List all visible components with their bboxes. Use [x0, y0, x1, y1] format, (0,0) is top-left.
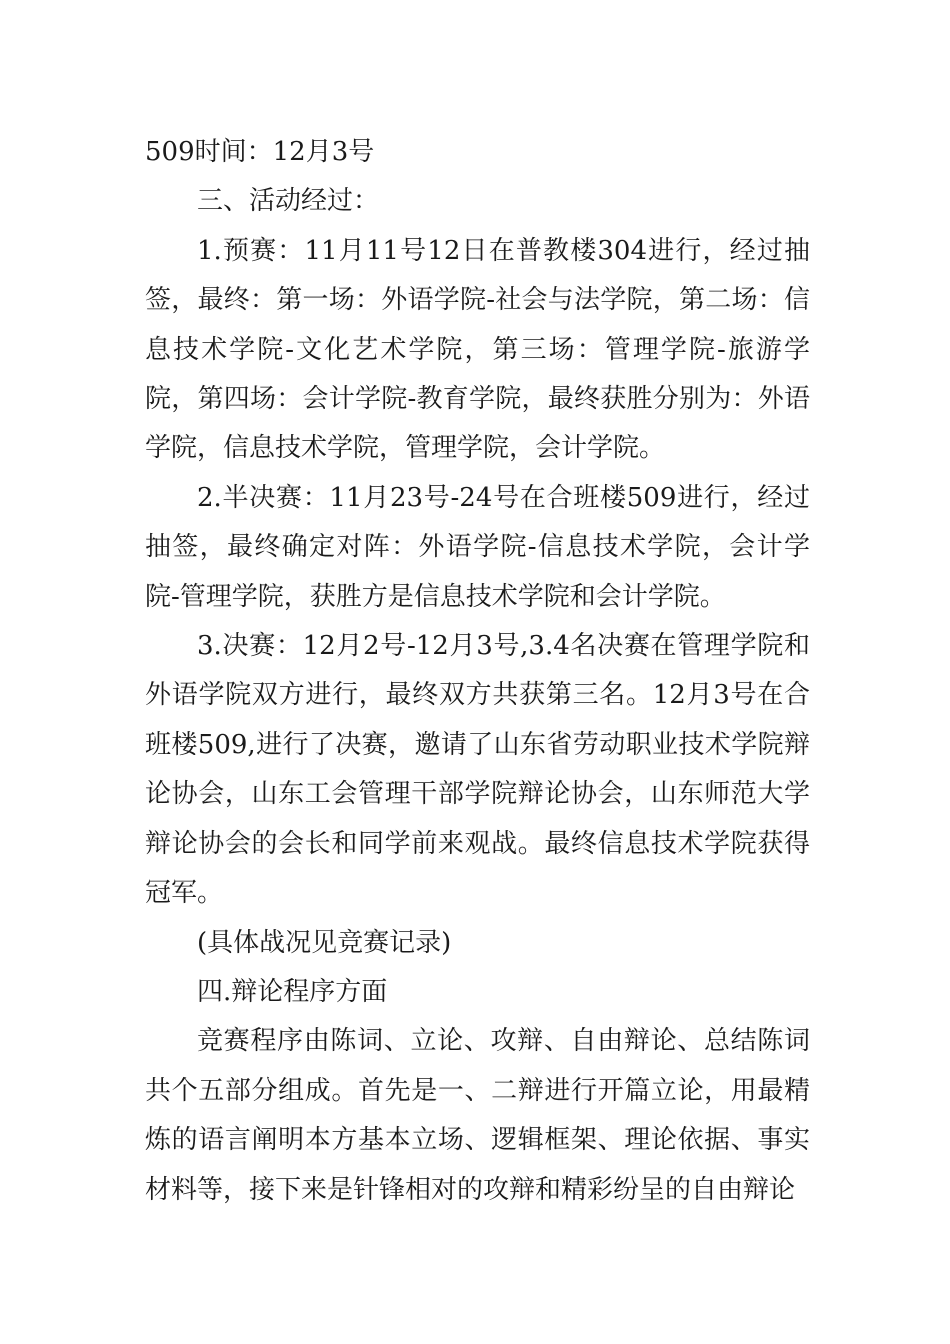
section-heading-debate-procedure: 四.辩论程序方面 [197, 976, 388, 1007]
section-heading-activity-process: 三、活动经过： [197, 186, 380, 217]
document-body [145, 128, 810, 1215]
paragraph-date-line: 509时间：12月3号 [145, 137, 375, 167]
paragraph-procedure: 竞赛程序由陈词、立论、攻辩、自由辩论、总结陈词共个五部分组成。首先是一、二辩进行开篇立论，用最精炼的语言阐明本方基本立场、逻辑框架、理论依据、事实材料等，接下来是针锋相对的攻辩和精彩纷呈的自由辩论 [145, 1026, 810, 1205]
paragraph-final: 3.决赛：12月2号-12月3号,3.4名决赛在管理学院和外语学院双方进行，最终双方共获第三名。12月3号在合班楼509,进行了决赛，邀请了山东省劳动职业技术学院辩论协会，山东工会管理干部学院辩论协会，山东师范大学辩论协会的会长和同学前来观战。最终信息技术学院获得冠军。 [145, 631, 810, 909]
paragraph-note: (具体战况见竞赛记录) [197, 927, 452, 958]
paragraph-preliminary: 1.预赛：11月11号12日在普教楼304进行，经过抽签，最终：第一场：外语学院-社会与法学院，第二场：信息技术学院-文化艺术学院，第三场：管理学院-旅游学院，第四场：会计学院-教育学院，最终获胜分别为：外语学院，信息技术学院，管理学院，会计学院。 [145, 235, 810, 464]
paragraph-semifinal: 2.半决赛：11月23号-24号在合班楼509进行，经过抽签，最终确定对阵：外语学院-信息技术学院，会计学院-管理学院，获胜方是信息技术学院和会计学院。 [145, 482, 810, 612]
